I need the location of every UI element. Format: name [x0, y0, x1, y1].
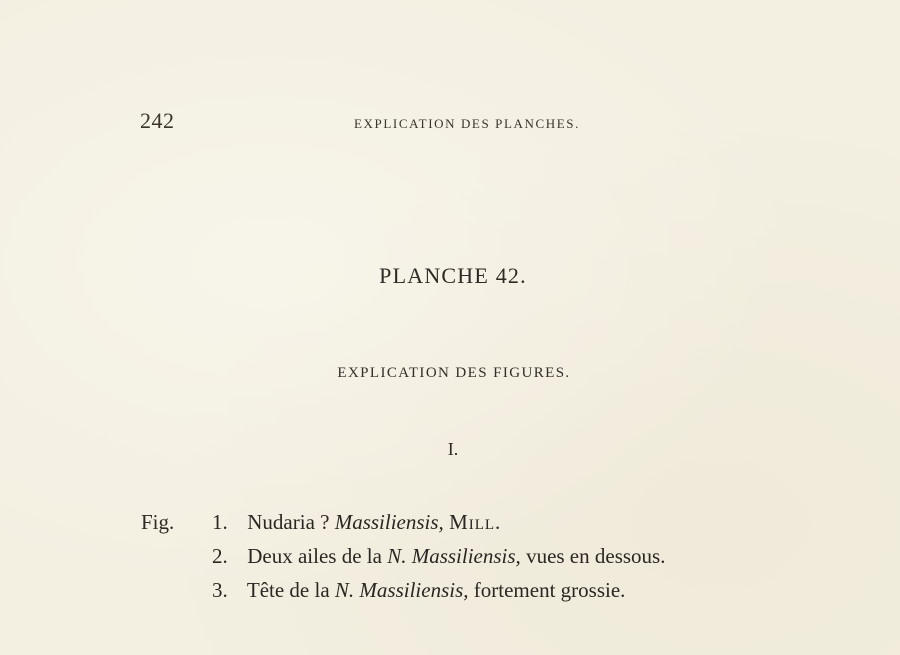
species-name: N. Massiliensis,	[387, 544, 521, 568]
author-name: Mill.	[449, 510, 502, 534]
figure-text: Nudaria ?	[247, 510, 330, 534]
species-name: Massiliensis,	[334, 510, 444, 534]
figure-text: Deux ailes de la	[247, 544, 382, 568]
figure-number: 3.	[212, 578, 228, 602]
figure-item-2	[212, 542, 665, 576]
figure-text-after: vues en dessous.	[526, 544, 666, 568]
figure-list	[212, 508, 665, 610]
figure-item-3	[212, 576, 665, 610]
page-number: 242	[140, 108, 175, 133]
figure-number: 2.	[212, 544, 228, 568]
figure-text-after: fortement grossie.	[473, 578, 626, 602]
running-head	[0, 108, 900, 136]
section-title: EXPLICATION DES FIGURES.	[337, 365, 571, 381]
figure-text: Tête de la	[246, 578, 330, 602]
running-title: EXPLICATION DES PLANCHES.	[354, 116, 580, 131]
figure-number: 1.	[212, 510, 228, 534]
species-name: N. Massiliensis,	[334, 578, 469, 602]
fig-label: Fig.	[141, 510, 175, 534]
plate-title: PLANCHE 42.	[379, 263, 527, 288]
part-numeral: I.	[447, 439, 459, 459]
figure-item-1	[212, 508, 665, 542]
